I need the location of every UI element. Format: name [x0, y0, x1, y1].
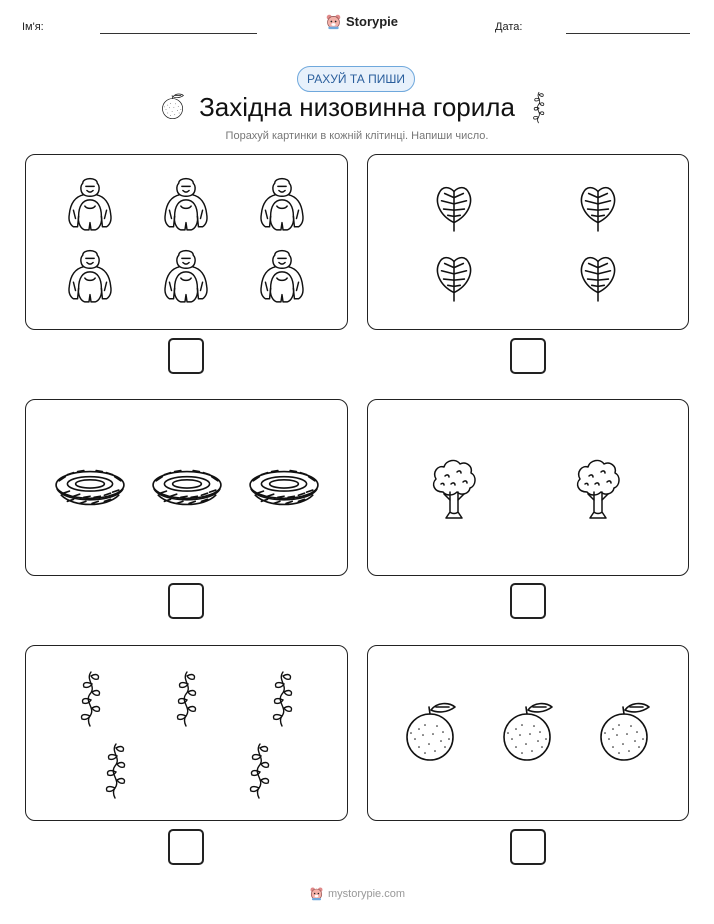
- gorilla-icon: [64, 247, 116, 305]
- answer-box-nests[interactable]: [168, 583, 204, 619]
- count-panel-leaves: [367, 154, 689, 330]
- nest-icon: [247, 462, 321, 512]
- answer-box-leaves[interactable]: [510, 338, 546, 374]
- answer-box-vines[interactable]: [168, 829, 204, 865]
- activity-badge: РАХУЙ ТА ПИШИ: [297, 66, 415, 92]
- leaf-icon: [577, 251, 619, 303]
- gorilla-icon: [64, 175, 116, 233]
- count-panel-gorillas: [25, 154, 348, 330]
- name-line[interactable]: [100, 33, 257, 34]
- gorilla-icon: [256, 175, 308, 233]
- nest-icon: [53, 462, 127, 512]
- gorilla-icon: [160, 175, 212, 233]
- answer-box-trees[interactable]: [510, 583, 546, 619]
- leaf-icon: [577, 181, 619, 233]
- leaf-icon: [433, 251, 475, 303]
- vine-icon: [174, 668, 200, 728]
- page-title: Західна низовинна горила: [199, 92, 515, 122]
- answer-box-gorillas[interactable]: [168, 338, 204, 374]
- instructions: Порахуй картинки в кожній клітинці. Напиши число.: [225, 130, 489, 142]
- vine-icon: [103, 740, 129, 800]
- count-panel-trees: [367, 399, 689, 576]
- count-panel-nests: [25, 399, 348, 576]
- tree-icon: [572, 456, 624, 522]
- orange-icon: [496, 699, 560, 763]
- date-line[interactable]: [566, 33, 690, 34]
- count-panel-vines: [25, 645, 348, 821]
- nest-icon: [150, 462, 224, 512]
- storypie-bear-icon: [309, 886, 324, 901]
- footer-site: mystorypie.com: [327, 887, 406, 900]
- leaf-icon: [433, 181, 475, 233]
- brand-name: Storypie: [346, 14, 399, 29]
- gorilla-icon: [160, 247, 212, 305]
- orange-icon: [399, 699, 463, 763]
- count-panel-oranges: [367, 645, 689, 821]
- tree-icon: [428, 456, 480, 522]
- gorilla-icon: [256, 247, 308, 305]
- answer-box-oranges[interactable]: [510, 829, 546, 865]
- vine-icon: [78, 668, 104, 728]
- footer: [0, 886, 714, 901]
- brand-logo: [325, 13, 398, 30]
- vine-icon: [270, 668, 296, 728]
- date-label: Дата:: [495, 21, 523, 33]
- name-label: Ім'я:: [22, 21, 44, 33]
- storypie-bear-icon: [325, 13, 342, 30]
- vine-icon: [247, 740, 273, 800]
- orange-icon: [593, 699, 657, 763]
